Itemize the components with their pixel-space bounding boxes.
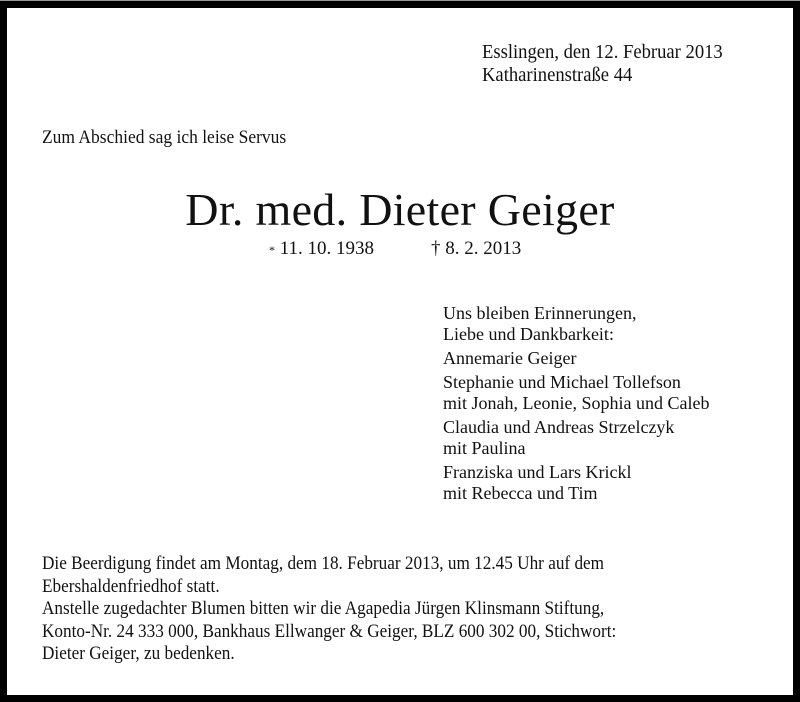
funeral-notice bbox=[42, 553, 800, 666]
mourner-group bbox=[443, 417, 709, 459]
mourner-line: mit Jonah, Leonie, Sophia und Caleb bbox=[443, 393, 710, 413]
mourner-line: Claudia und Andreas Strzelczyk bbox=[443, 417, 675, 437]
deceased-name: Dr. med. Dieter Geiger bbox=[185, 184, 615, 235]
death-date: 8. 2. 2013 bbox=[445, 238, 522, 259]
place-date-block bbox=[482, 41, 741, 87]
mourner-group bbox=[443, 348, 709, 369]
intro-line: Liebe und Dankbarkeit: bbox=[443, 324, 614, 344]
life-dates bbox=[269, 238, 522, 260]
mourner-group bbox=[443, 372, 709, 414]
mourner-line: Franziska und Lars Krickl bbox=[443, 462, 632, 482]
mourner-line: mit Rebecca und Tim bbox=[443, 483, 598, 503]
intro-line: Uns bleiben Erinnerungen, bbox=[443, 303, 637, 323]
mourners-block bbox=[443, 303, 709, 507]
mourner-line: Stephanie und Michael Tollefson bbox=[443, 372, 681, 392]
motto-block bbox=[42, 127, 307, 149]
notice-line: Ebershaldenfriedhof statt. bbox=[42, 575, 220, 597]
address: Katharinenstraße 44 bbox=[482, 64, 633, 86]
place-date: Esslingen, den 12. Februar 2013 bbox=[482, 41, 723, 63]
birth-star-icon: * bbox=[269, 243, 275, 257]
birth-date: 11. 10. 1938 bbox=[279, 238, 375, 259]
notice-line: Konto-Nr. 24 333 000, Bankhaus Ellwanger & Geiger, BLZ 600 302 00, Stichwort: bbox=[42, 620, 617, 642]
mourners-intro bbox=[443, 303, 709, 345]
death-date-group bbox=[431, 238, 521, 260]
mourner-line: Annemarie Geiger bbox=[443, 348, 577, 368]
death-cross-icon: † bbox=[431, 238, 441, 259]
notice-line: Dieter Geiger, zu bedenken. bbox=[42, 643, 235, 664]
mourner-line: mit Paulina bbox=[443, 438, 526, 458]
notice-line: Die Beerdigung findet am Montag, dem 18. Februar 2013, um 12.45 Uhr auf dem bbox=[42, 553, 605, 574]
mourner-group bbox=[443, 462, 709, 504]
notice-line: Anstelle zugedachter Blumen bitten wir die Agapedia Jürgen Klinsmann Stiftung, bbox=[42, 598, 605, 619]
motto: Zum Abschied sag ich leise Servus bbox=[42, 127, 287, 148]
birth-date-group bbox=[269, 238, 374, 260]
